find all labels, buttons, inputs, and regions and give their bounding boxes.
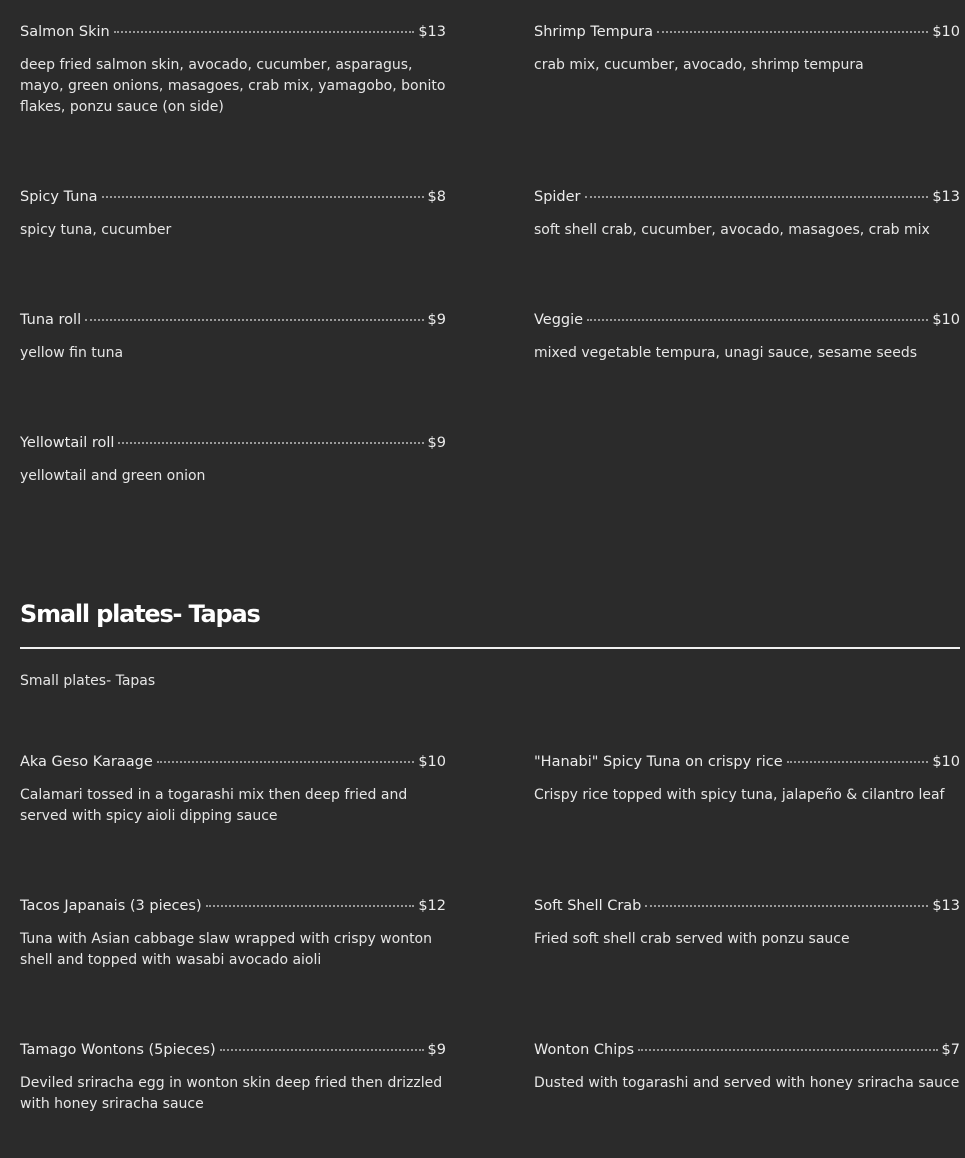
dot-leader — [657, 31, 928, 33]
section-subtitle: Small plates- Tapas — [20, 673, 156, 689]
menu-item-aka-geso-karaage — [20, 752, 446, 827]
item-price: $7 — [941, 1042, 960, 1058]
item-name: "Hanabi" Spicy Tuna on crispy rice — [534, 754, 783, 770]
dot-leader — [85, 319, 423, 321]
dot-leader — [118, 442, 423, 444]
item-name: Shrimp Tempura — [534, 24, 654, 40]
menu-item-header — [534, 896, 960, 916]
item-name: Spider — [534, 189, 581, 205]
dot-leader — [585, 196, 929, 198]
item-name: Soft Shell Crab — [534, 898, 642, 914]
item-price: $10 — [932, 312, 960, 328]
item-price: $10 — [932, 24, 960, 40]
item-name: Spicy Tuna — [20, 189, 98, 205]
menu-item-wonton-chips — [534, 1040, 960, 1094]
menu-item-yellowtail-roll — [20, 433, 446, 487]
item-price: $13 — [418, 24, 446, 40]
item-price: $12 — [418, 898, 446, 914]
item-name: Tacos Japanais (3 pieces) — [20, 898, 202, 914]
item-description: yellow fin tuna — [20, 345, 124, 361]
section-title: Small plates- Tapas — [20, 600, 260, 628]
dot-leader — [787, 761, 929, 763]
menu-item-header — [20, 1040, 446, 1060]
item-name: Yellowtail roll — [20, 435, 115, 451]
item-description: spicy tuna, cucumber — [20, 222, 172, 238]
item-name: Tamago Wontons (5pieces) — [20, 1042, 216, 1058]
dot-leader — [645, 905, 928, 907]
menu-item-spicy-tuna — [20, 187, 446, 241]
menu-item-salmon-skin — [20, 22, 446, 118]
item-description: yellowtail and green onion — [20, 468, 206, 484]
item-name: Veggie — [534, 312, 584, 328]
item-price: $9 — [427, 435, 446, 451]
menu-item-header — [20, 310, 446, 330]
menu-item-header — [534, 187, 960, 207]
item-price: $9 — [427, 1042, 446, 1058]
item-description: mixed vegetable tempura, unagi sauce, sesame seeds — [534, 345, 918, 361]
item-price: $8 — [427, 189, 446, 205]
item-description: Tuna with Asian cabbage slaw wrapped with crispy wonton shell and topped with wasabi avocado aioli — [20, 931, 432, 968]
menu-item-shrimp-tempura — [534, 22, 960, 76]
item-description: deep fried salmon skin, avocado, cucumber, asparagus, mayo, green onions, masagoes, crab mix, yamagobo, bonito flakes, ponzu sauce (on side) — [20, 57, 446, 115]
item-description: Dusted with togarashi and served with honey sriracha sauce — [534, 1075, 960, 1091]
menu-item-hanabi-spicy-tuna — [534, 752, 960, 806]
menu-item-header — [534, 310, 960, 330]
menu-item-header — [534, 752, 960, 772]
menu-item-tacos-japanais — [20, 896, 446, 971]
item-description: Crispy rice topped with spicy tuna, jalapeño & cilantro leaf — [534, 787, 945, 803]
menu-item-header — [534, 22, 960, 42]
menu-item-header — [20, 187, 446, 207]
menu-item-header — [20, 752, 446, 772]
menu-item-soft-shell-crab — [534, 896, 960, 950]
dot-leader — [587, 319, 928, 321]
dot-leader — [114, 31, 415, 33]
menu-item-veggie — [534, 310, 960, 364]
item-name: Aka Geso Karaage — [20, 754, 153, 770]
menu-item-header — [20, 433, 446, 453]
dot-leader — [220, 1049, 424, 1051]
section-divider — [20, 647, 960, 649]
item-description: Deviled sriracha egg in wonton skin deep fried then drizzled with honey sriracha sauce — [20, 1075, 443, 1112]
item-price: $10 — [418, 754, 446, 770]
item-description: Calamari tossed in a togarashi mix then deep fried and served with spicy aioli dipping sauce — [20, 787, 408, 824]
item-price: $10 — [932, 754, 960, 770]
item-description: soft shell crab, cucumber, avocado, masagoes, crab mix — [534, 222, 930, 238]
menu-item-spider — [534, 187, 960, 241]
item-name: Wonton Chips — [534, 1042, 635, 1058]
menu-item-header — [20, 22, 446, 42]
menu-item-tuna-roll — [20, 310, 446, 364]
dot-leader — [638, 1049, 938, 1051]
item-name: Salmon Skin — [20, 24, 110, 40]
item-price: $13 — [932, 189, 960, 205]
menu-item-header — [20, 896, 446, 916]
dot-leader — [102, 196, 424, 198]
menu-item-header — [534, 1040, 960, 1060]
item-name: Tuna roll — [20, 312, 82, 328]
item-price: $13 — [932, 898, 960, 914]
menu-item-tamago-wontons — [20, 1040, 446, 1115]
dot-leader — [157, 761, 415, 763]
item-description: Fried soft shell crab served with ponzu sauce — [534, 931, 850, 947]
item-price: $9 — [427, 312, 446, 328]
item-description: crab mix, cucumber, avocado, shrimp tempura — [534, 57, 864, 73]
dot-leader — [206, 905, 415, 907]
